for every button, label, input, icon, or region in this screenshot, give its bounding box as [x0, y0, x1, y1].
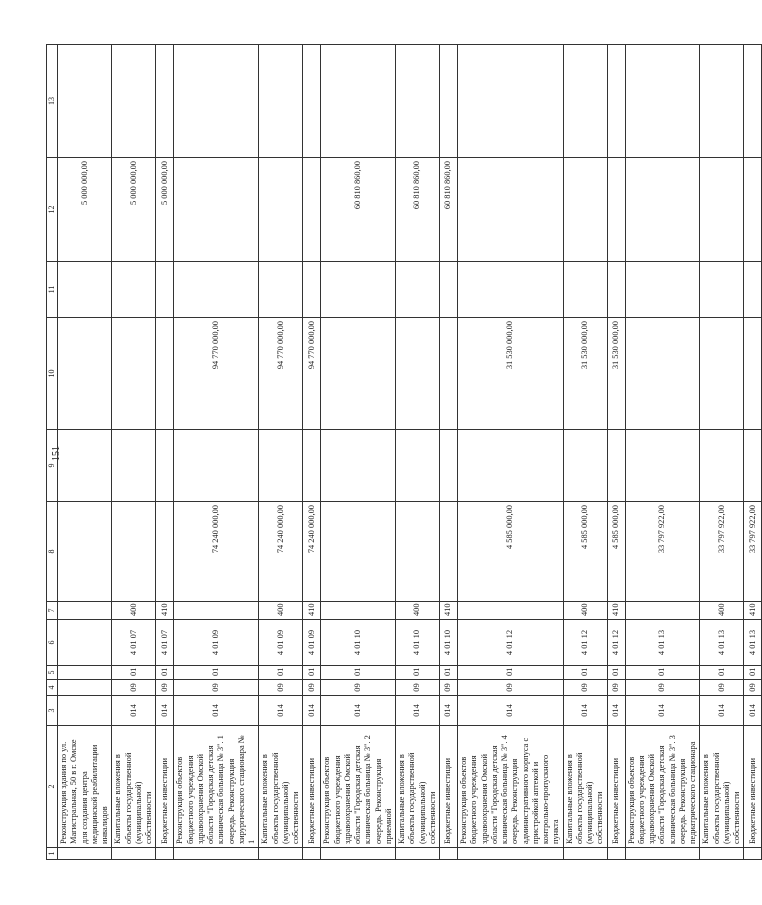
table-row	[440, 45, 458, 860]
expense-type-cell: 410	[440, 602, 458, 620]
ministry-code-cell: 014	[174, 696, 259, 726]
amount-cell-col11	[744, 262, 762, 318]
target-article-cell: 4 01 07	[156, 620, 174, 666]
amount-cell-col9	[112, 430, 156, 502]
amount-cell-col8: 4 585 000,00	[458, 502, 564, 602]
expense-type-cell	[458, 602, 564, 620]
amount-cell-col11	[458, 262, 564, 318]
amount-cell-col9	[174, 430, 259, 502]
subsection-cell: 01	[303, 666, 321, 680]
column-number-row	[47, 45, 58, 860]
amount-cell-col8: 74 240 000,00	[174, 502, 259, 602]
description-cell: Капитальные вложения в объекты государственной (муниципальной) собственности	[700, 726, 744, 848]
description-cell: Реконструкция объектов бюджетного учреждения здравоохранения Омской области "Городская детская клиническая больница № 3". 1 очередь. Реконструкция хирургического стационара № 1	[174, 726, 259, 848]
amount-cell-col10: 31 530 000,00	[458, 318, 564, 430]
section-cell: 09	[259, 680, 303, 696]
row-index-cell	[625, 848, 700, 860]
amount-cell-col9	[156, 430, 174, 502]
amount-cell-col10	[744, 318, 762, 430]
ministry-code-cell: 014	[563, 696, 607, 726]
row-index-cell	[700, 848, 744, 860]
amount-cell-col11	[563, 262, 607, 318]
amount-cell-col12: 60 810 860,00	[440, 158, 458, 262]
header-cell: 3	[47, 696, 58, 726]
table-row	[607, 45, 625, 860]
amount-cell-col10: 94 770 000,00	[259, 318, 303, 430]
amount-cell-col9	[607, 430, 625, 502]
description-cell: Бюджетные инвестиции	[303, 726, 321, 848]
section-cell: 09	[744, 680, 762, 696]
amount-cell-col9	[321, 430, 396, 502]
target-article-cell: 4 01 07	[112, 620, 156, 666]
expense-type-cell: 400	[112, 602, 156, 620]
ministry-code-cell: 014	[607, 696, 625, 726]
subsection-cell: 01	[700, 666, 744, 680]
ministry-code-cell: 014	[440, 696, 458, 726]
amount-cell-col13	[700, 45, 744, 158]
amount-cell-col9	[440, 430, 458, 502]
amount-cell-col13	[396, 45, 440, 158]
section-cell: 09	[174, 680, 259, 696]
header-cell: 4	[47, 680, 58, 696]
expense-type-cell: 400	[700, 602, 744, 620]
ministry-code-cell: 014	[625, 696, 700, 726]
header-cell: 1	[47, 848, 58, 860]
table-row	[174, 45, 259, 860]
amount-cell-col9	[700, 430, 744, 502]
amount-cell-col10	[156, 318, 174, 430]
target-article-cell: 4 01 10	[396, 620, 440, 666]
ministry-code-cell: 014	[396, 696, 440, 726]
amount-cell-col11	[156, 262, 174, 318]
table-row	[458, 45, 564, 860]
target-article-cell: 4 01 09	[303, 620, 321, 666]
header-cell: 8	[47, 502, 58, 602]
expense-type-cell	[625, 602, 700, 620]
expense-type-cell: 410	[744, 602, 762, 620]
amount-cell-col12	[607, 158, 625, 262]
subsection-cell: 01	[112, 666, 156, 680]
table-row	[58, 45, 112, 860]
page-number: 151	[50, 445, 62, 461]
rotated-table-wrapper	[46, 45, 757, 860]
amount-cell-col8: 33 797 922,00	[700, 502, 744, 602]
ministry-code-cell	[58, 696, 112, 726]
expense-type-cell	[321, 602, 396, 620]
amount-cell-col8: 74 240 000,00	[259, 502, 303, 602]
row-index-cell	[396, 848, 440, 860]
expense-type-cell: 410	[607, 602, 625, 620]
table-row	[625, 45, 700, 860]
amount-cell-col13	[625, 45, 700, 158]
expense-type-cell: 400	[563, 602, 607, 620]
amount-cell-col8: 33 797 922,00	[625, 502, 700, 602]
header-cell: 7	[47, 602, 58, 620]
amount-cell-col12: 60 810 860,00	[321, 158, 396, 262]
expense-type-cell	[174, 602, 259, 620]
amount-cell-col13	[744, 45, 762, 158]
subsection-cell: 01	[458, 666, 564, 680]
amount-cell-col12	[303, 158, 321, 262]
amount-cell-col13	[58, 45, 112, 158]
amount-cell-col11	[607, 262, 625, 318]
description-cell: Капитальные вложения в объекты государственной (муниципальной) собственности	[563, 726, 607, 848]
section-cell: 09	[607, 680, 625, 696]
amount-cell-col11	[396, 262, 440, 318]
description-cell: Реконструкция объектов бюджетного учреждения здравоохранения Омской области "Городская детская клиническая больница № 3". 3 очередь. Реконструкция педиатрического стационара	[625, 726, 700, 848]
amount-cell-col8	[156, 502, 174, 602]
amount-cell-col10	[321, 318, 396, 430]
ministry-code-cell: 014	[112, 696, 156, 726]
target-article-cell: 4 01 10	[440, 620, 458, 666]
target-article-cell: 4 01 09	[174, 620, 259, 666]
section-cell	[58, 680, 112, 696]
amount-cell-col9	[58, 430, 112, 502]
expense-type-cell: 410	[156, 602, 174, 620]
target-article-cell: 4 01 13	[744, 620, 762, 666]
description-cell: Капитальные вложения в объекты государственной (муниципальной) собственности	[259, 726, 303, 848]
amount-cell-col12: 5 000 000,00	[156, 158, 174, 262]
table-row	[112, 45, 156, 860]
ministry-code-cell: 014	[156, 696, 174, 726]
amount-cell-col10: 31 530 000,00	[563, 318, 607, 430]
table-row	[303, 45, 321, 860]
row-index-cell	[112, 848, 156, 860]
row-index-cell	[440, 848, 458, 860]
amount-cell-col9	[458, 430, 564, 502]
amount-cell-col8	[58, 502, 112, 602]
section-cell: 09	[303, 680, 321, 696]
target-article-cell: 4 01 09	[259, 620, 303, 666]
ministry-code-cell: 014	[303, 696, 321, 726]
section-cell: 09	[440, 680, 458, 696]
amount-cell-col10	[58, 318, 112, 430]
target-article-cell: 4 01 13	[700, 620, 744, 666]
row-index-cell	[303, 848, 321, 860]
target-article-cell: 4 01 13	[625, 620, 700, 666]
amount-cell-col11	[303, 262, 321, 318]
subsection-cell: 01	[156, 666, 174, 680]
subsection-cell: 01	[625, 666, 700, 680]
amount-cell-col10	[625, 318, 700, 430]
section-cell: 09	[625, 680, 700, 696]
amount-cell-col11	[112, 262, 156, 318]
amount-cell-col12	[700, 158, 744, 262]
table-row	[396, 45, 440, 860]
amount-cell-col12	[744, 158, 762, 262]
row-index-cell	[259, 848, 303, 860]
description-cell: Бюджетные инвестиции	[156, 726, 174, 848]
ministry-code-cell: 014	[458, 696, 564, 726]
table-row	[259, 45, 303, 860]
section-cell: 09	[563, 680, 607, 696]
header-cell: 6	[47, 620, 58, 666]
table-row	[321, 45, 396, 860]
amount-cell-col12: 5 000 000,00	[112, 158, 156, 262]
amount-cell-col13	[303, 45, 321, 158]
amount-cell-col13	[156, 45, 174, 158]
amount-cell-col8: 74 240 000,00	[303, 502, 321, 602]
table-row	[700, 45, 744, 860]
header-cell: 2	[47, 726, 58, 848]
amount-cell-col10	[112, 318, 156, 430]
header-cell: 10	[47, 318, 58, 430]
expense-type-cell: 400	[396, 602, 440, 620]
amount-cell-col11	[58, 262, 112, 318]
amount-cell-col10: 94 770 000,00	[303, 318, 321, 430]
subsection-cell: 01	[744, 666, 762, 680]
row-index-cell	[156, 848, 174, 860]
header-cell: 13	[47, 45, 58, 158]
amount-cell-col10	[396, 318, 440, 430]
subsection-cell: 01	[259, 666, 303, 680]
section-cell: 09	[156, 680, 174, 696]
expense-type-cell	[58, 602, 112, 620]
budget-table	[46, 44, 762, 860]
description-cell: Реконструкция здания по ул. Магистральная, 50 в г. Омске для создания центра медицинской реабилитации инвалидов	[58, 726, 112, 848]
amount-cell-col12	[174, 158, 259, 262]
target-article-cell: 4 01 12	[607, 620, 625, 666]
ministry-code-cell: 014	[700, 696, 744, 726]
section-cell: 09	[458, 680, 564, 696]
amount-cell-col10	[700, 318, 744, 430]
amount-cell-col13	[259, 45, 303, 158]
subsection-cell: 01	[563, 666, 607, 680]
description-cell: Реконструкция объектов бюджетного учреждения здравоохранения Омской области "Городская детская клиническая больница № 3". 2 очередь. Реконструкция приемной	[321, 726, 396, 848]
expense-type-cell: 400	[259, 602, 303, 620]
amount-cell-col13	[321, 45, 396, 158]
description-cell: Капитальные вложения в объекты государственной (муниципальной) собственности	[112, 726, 156, 848]
subsection-cell: 01	[396, 666, 440, 680]
amount-cell-col10	[440, 318, 458, 430]
row-index-cell	[321, 848, 396, 860]
amount-cell-col11	[700, 262, 744, 318]
amount-cell-col13	[112, 45, 156, 158]
header-cell: 12	[47, 158, 58, 262]
expense-type-cell: 410	[303, 602, 321, 620]
amount-cell-col11	[321, 262, 396, 318]
row-index-cell	[174, 848, 259, 860]
description-cell: Бюджетные инвестиции	[440, 726, 458, 848]
amount-cell-col11	[440, 262, 458, 318]
amount-cell-col8: 4 585 000,00	[563, 502, 607, 602]
amount-cell-col9	[744, 430, 762, 502]
ministry-code-cell: 014	[321, 696, 396, 726]
row-index-cell	[744, 848, 762, 860]
amount-cell-col8: 33 797 922,00	[744, 502, 762, 602]
amount-cell-col13	[607, 45, 625, 158]
amount-cell-col12	[458, 158, 564, 262]
section-cell: 09	[112, 680, 156, 696]
target-article-cell: 4 01 12	[458, 620, 564, 666]
description-cell: Бюджетные инвестиции	[607, 726, 625, 848]
subsection-cell: 01	[440, 666, 458, 680]
amount-cell-col12	[563, 158, 607, 262]
description-cell: Реконструкция объектов бюджетного учреждения здравоохранения Омской области "Городская детская клиническая больница № 3". 4 очередь. Реконструкция административного корпуса с пристройкой аптекой и контрольно-пропускного пункта	[458, 726, 564, 848]
amount-cell-col9	[396, 430, 440, 502]
amount-cell-col12	[259, 158, 303, 262]
subsection-cell	[58, 666, 112, 680]
ministry-code-cell: 014	[259, 696, 303, 726]
table-row	[563, 45, 607, 860]
amount-cell-col11	[625, 262, 700, 318]
subsection-cell: 01	[174, 666, 259, 680]
amount-cell-col10: 94 770 000,00	[174, 318, 259, 430]
amount-cell-col13	[458, 45, 564, 158]
header-cell: 9	[47, 430, 58, 502]
subsection-cell: 01	[607, 666, 625, 680]
section-cell: 09	[700, 680, 744, 696]
table-row	[156, 45, 174, 860]
amount-cell-col13	[563, 45, 607, 158]
target-article-cell	[58, 620, 112, 666]
amount-cell-col9	[259, 430, 303, 502]
header-cell: 5	[47, 666, 58, 680]
header-cell: 11	[47, 262, 58, 318]
description-cell: Капитальные вложения в объекты государственной (муниципальной) собственности	[396, 726, 440, 848]
row-index-cell	[607, 848, 625, 860]
row-index-cell	[458, 848, 564, 860]
amount-cell-col11	[259, 262, 303, 318]
target-article-cell: 4 01 12	[563, 620, 607, 666]
amount-cell-col13	[440, 45, 458, 158]
description-cell: Бюджетные инвестиции	[744, 726, 762, 848]
amount-cell-col8	[396, 502, 440, 602]
ministry-code-cell: 014	[744, 696, 762, 726]
amount-cell-col11	[174, 262, 259, 318]
subsection-cell: 01	[321, 666, 396, 680]
amount-cell-col12	[625, 158, 700, 262]
amount-cell-col12: 5 000 000,00	[58, 158, 112, 262]
target-article-cell: 4 01 10	[321, 620, 396, 666]
amount-cell-col10: 31 530 000,00	[607, 318, 625, 430]
row-index-cell	[563, 848, 607, 860]
section-cell: 09	[396, 680, 440, 696]
amount-cell-col9	[303, 430, 321, 502]
section-cell: 09	[321, 680, 396, 696]
amount-cell-col8	[112, 502, 156, 602]
amount-cell-col12: 60 810 860,00	[396, 158, 440, 262]
table-row	[744, 45, 762, 860]
amount-cell-col9	[563, 430, 607, 502]
amount-cell-col8: 4 585 000,00	[607, 502, 625, 602]
amount-cell-col8	[440, 502, 458, 602]
row-index-cell	[58, 848, 112, 860]
amount-cell-col8	[321, 502, 396, 602]
amount-cell-col13	[174, 45, 259, 158]
amount-cell-col9	[625, 430, 700, 502]
